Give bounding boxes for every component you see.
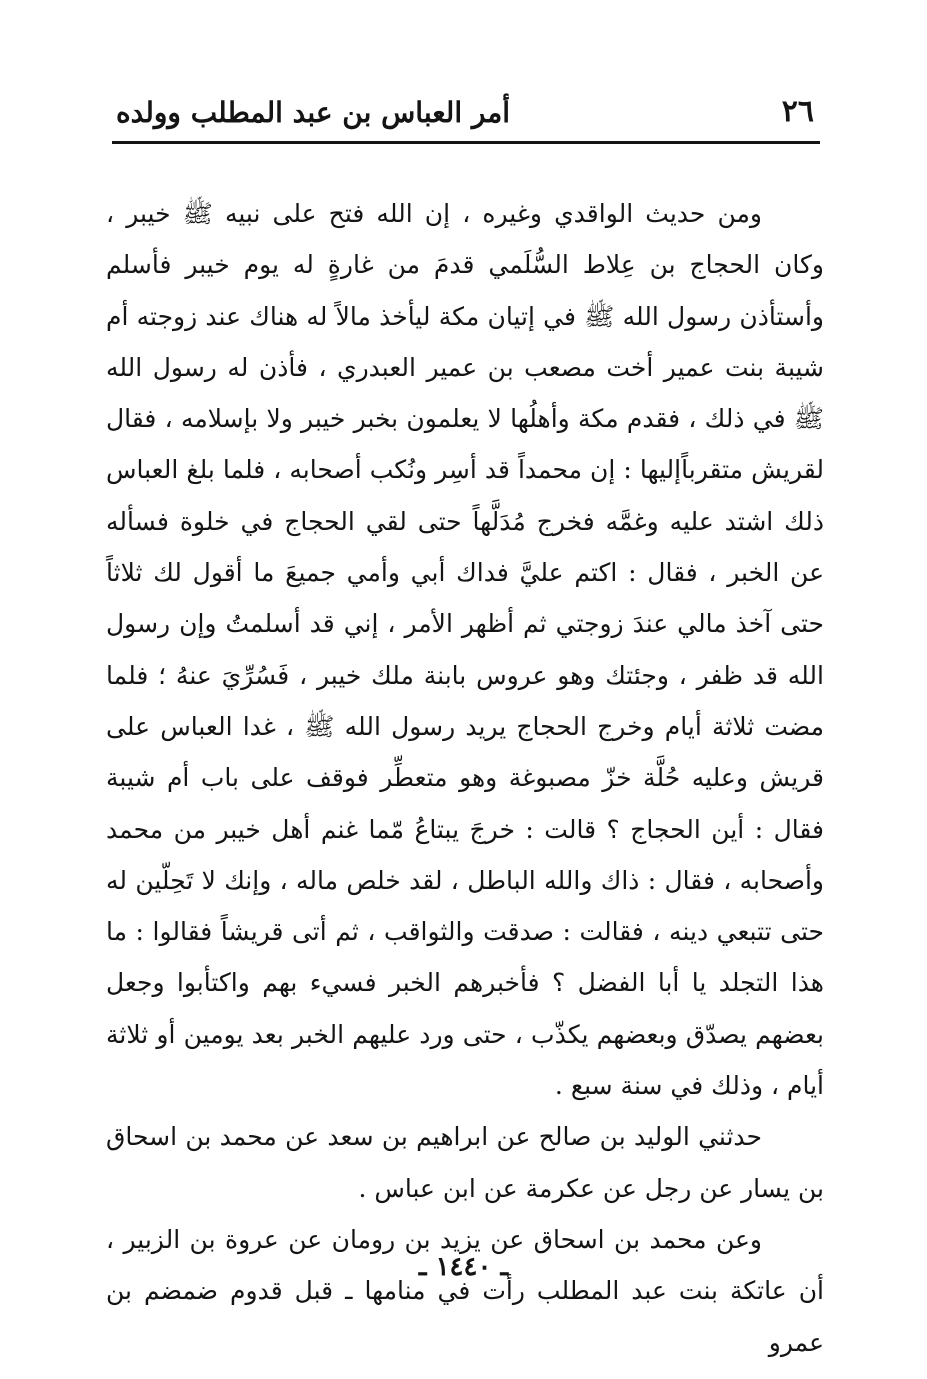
paragraph-text: حدثني الوليد بن صالح عن ابراهيم بن سعد عن محمد بن اسحاق بن يسار عن رجل عن عكرمة عن ابن عباس . bbox=[106, 1122, 824, 1203]
header-divider bbox=[112, 141, 820, 144]
chapter-title: أمر العباس بن عبد المطلب وولده bbox=[116, 96, 511, 129]
paragraph-text: ومن حديث الواقدي وغيره ، إن الله فتح على نبيه ﷺ خيبر ، وكان الحجاج بن عِلاط السُّلَمي قدمَ من غارةٍ له يوم خيبر فأسلم وأستأذن رسول الله ﷺ في إتيان مكة ليأخذ مالاً له هناك عند زوجته أم شيبة بنت عمير أخت مصعب بن عمير العبدري ، فأذن له رسول الله ﷺ في ذلك ، فقدم مكة وأهلُها لا يعلمون بخبر خيبر ولا بإسلامه ، فقال لقريش متقرباًإليها : إن محمداً قد أسِر ونُكب أصحابه ، فلما بلغ العباس ذلك اشتد عليه وغمَّه فخرج مُدَلَّهاً حتى لقي الحجاج في خلوة فسأله عن الخبر ، فقال : اكتم عليَّ فداك أبي وأمي جميعَ ما أقول لك ثلاثاً حتى آخذ مالي عندَ زوجتي ثم أظهر الأمر ، إني قد أسلمتُ وإن رسول الله قد ظفر ، وجئتك وهو عروس بابنة ملك خيبر ، فَسُرِّيَ عنهُ ؛ فلما مضت ثلاثة أيام وخرج الحجاج يريد رسول الله ﷺ ، غدا العباس على قريش وعليه حُلَّة خزّ مصبوغة وهو متعطِّر فوقف على باب أم شيبة فقال : أين الحجاج ؟ قالت : خرجَ يبتاعُ مّما غنم أهل خيبر من محمد وأصحابه ، فقال : ذاك والله الباطل ، لقد خلص ماله ، وإنك لا تَحِلّين له حتى تتبعي دينه ، فقالت : صدقت والثواقب ، ثم أتى قريشاً فقالوا : ما هذا التجلد يا أبا الفضل ؟ فأخبرهم الخبر فسيء بهم واكتأبوا وجعل بعضهم يصدّق وبعضهم يكذّب ، حتى ورد عليهم الخبر بعد يومين أو ثلاثة أيام ، وذلك في سنة سبع . bbox=[106, 199, 824, 1101]
main-text bbox=[106, 188, 824, 1368]
footer-page-number: ـ ١٤٤٠ ـ bbox=[418, 1252, 509, 1282]
paragraph-text: وعن محمد بن اسحاق عن يزيد بن رومان عن عروة بن الزبير ، أن عاتكة بنت عبد المطلب رأت في منامها ـ قبل قدوم ضمضم بن عمرو bbox=[106, 1224, 824, 1357]
paragraph bbox=[106, 188, 824, 1111]
running-header bbox=[112, 88, 820, 144]
paragraph bbox=[106, 1214, 824, 1368]
header-page-number: ٢٦ bbox=[781, 94, 814, 129]
paragraph bbox=[106, 1111, 824, 1214]
